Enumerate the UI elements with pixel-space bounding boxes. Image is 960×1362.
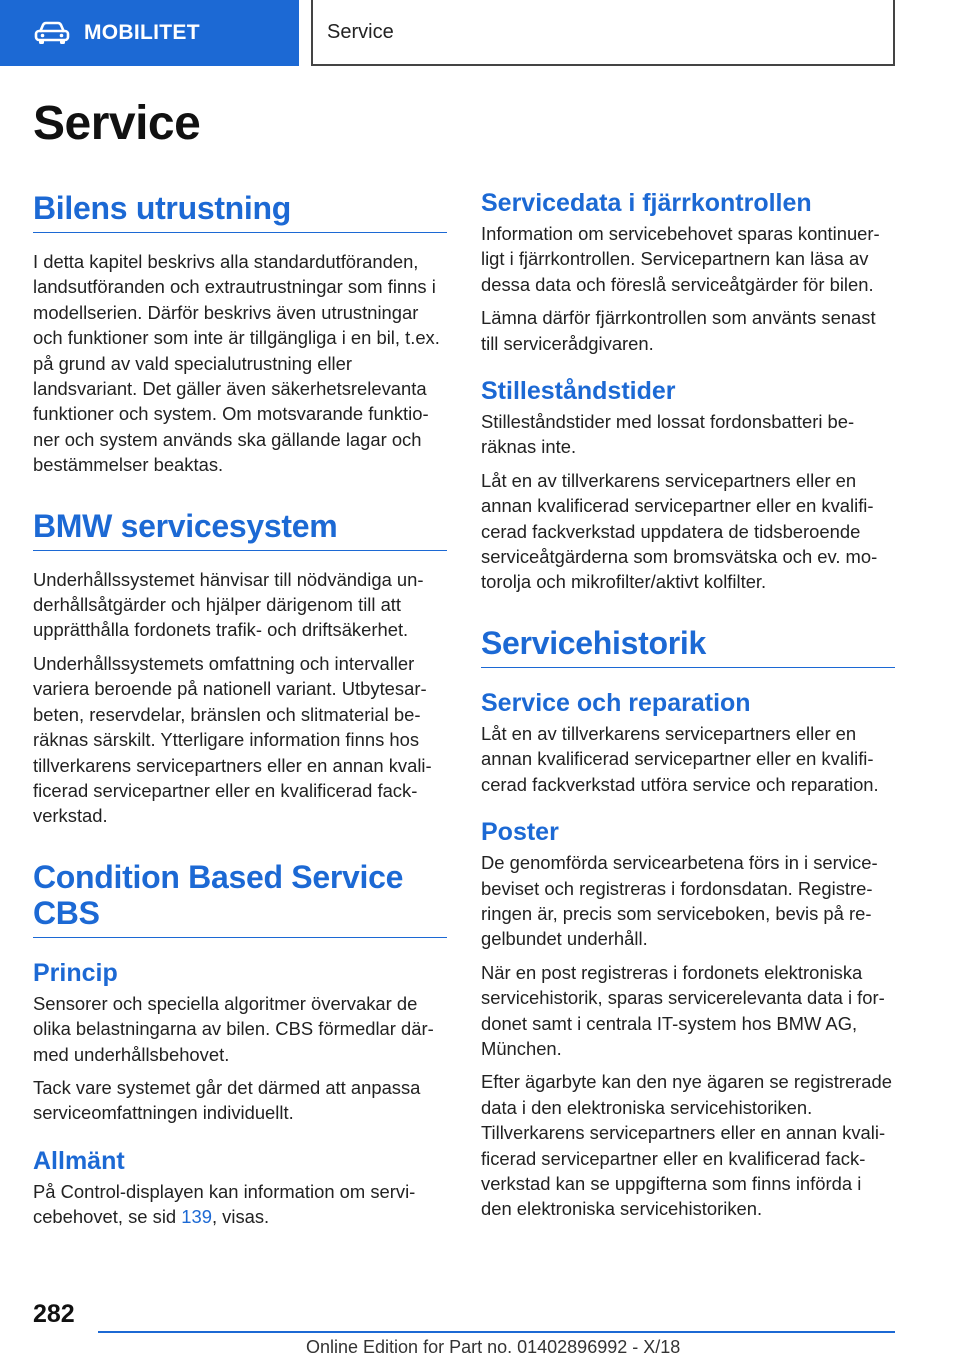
left-column bbox=[33, 190, 447, 1238]
section-header bbox=[311, 0, 895, 66]
heading-princip: Princip bbox=[33, 958, 118, 987]
page-title: Service bbox=[33, 97, 201, 150]
heading-allmant: Allmänt bbox=[33, 1146, 125, 1175]
paragraph-bmw-servicesystem-1: Underhållssystemet hänvisar till nödvändiga underhållsåtgärder och hjälper därigenom till att upprätthålla fordonets trafik- och driftsäkerhet. bbox=[33, 568, 424, 641]
heading-servicedata: Servicedata i fjärrkontrollen bbox=[481, 189, 812, 217]
chapter-tab-label: MOBILITET bbox=[84, 21, 200, 44]
heading-poster: Poster bbox=[481, 818, 559, 847]
paragraph-poster-2: När en post registreras i fordonets elektroniska servicehistorik, sparas servicerelevanta data i fordonet samt i centrala IT-system hos BMW AG, München. bbox=[481, 961, 885, 1059]
heading-bilens-utrustning: Bilens utrustning bbox=[33, 190, 447, 233]
paragraph-stillestandstider-2: Låt en av tillverkarens servicepartners eller en annan kvalificerad servicepartner eller en kvalificerad fackverkstad uppdatera de tidsberoende serviceåtgärderna som bromsvätska och ev. motorolja och mikrofilter/aktivt kolfilter. bbox=[481, 469, 878, 593]
allmant-text-after: , visas. bbox=[211, 1206, 270, 1228]
footer-divider bbox=[98, 1331, 895, 1333]
heading-stillestandstider: Stilleståndstider bbox=[481, 377, 676, 406]
allmant-text-before: På Control-displayen kan information om servicebehovet, se sid bbox=[33, 1180, 416, 1228]
paragraph-service-och-reparation: Låt en av tillverkarens servicepartners eller en annan kvalificerad servicepartner eller en kvalificerad fackverkstad utföra service och reparation. bbox=[481, 722, 879, 795]
heading-service-och-reparation: Service och reparation bbox=[481, 688, 751, 717]
page-reference-link[interactable]: 139 bbox=[181, 1206, 212, 1228]
chapter-tab[interactable] bbox=[0, 0, 299, 66]
heading-bmw-servicesystem: BMW servicesystem bbox=[33, 508, 447, 551]
heading-servicehistorik: Servicehistorik bbox=[481, 625, 895, 668]
paragraph-stillestandstider-1: Stilleståndstider med lossat fordonsbatteri beräknas inte. bbox=[481, 411, 855, 458]
footer-edition-text: Online Edition for Part no. 01402896992 - X/18 bbox=[306, 1337, 681, 1357]
section-header-label: Service bbox=[327, 20, 394, 43]
heading-condition-based-service: Condition Based Service CBS bbox=[33, 859, 447, 938]
paragraph-princip-2: Tack vare systemet går det därmed att anpassa serviceomfattningen individuellt. bbox=[33, 1076, 421, 1124]
car-icon bbox=[34, 21, 70, 45]
paragraph-poster-3: Efter ägarbyte kan den nye ägaren se registrerade data i den elektroniska servicehistoriken. Tillverkarens servicepartners eller en annan kvalificerad servicepartner eller en kvalificerad fackverkstad kan se uppgifterna som finns införda i den elektroniska servicehistoriken. bbox=[481, 1071, 892, 1220]
right-column bbox=[481, 190, 895, 1230]
paragraph-bilens-utrustning: I detta kapitel beskrivs alla standardutföranden, landsutföranden och extrautrustningar som finns i modellserien. Därför beskrivs även utrustningar och funktioner som inte är tillgängliga i en bil, t.ex. på grund av vald specialutrustning eller landsvariant. Det gäller även säkerhetsrelevanta funktioner och system. Om motsvarande funktioner och system används ska gällande lagar och bestämmelser beaktas. bbox=[33, 251, 440, 476]
paragraph-bmw-servicesystem-2: Underhållssystemets omfattning och intervaller variera beroende på nationell variant. Utbytesarbeten, reservdelar, bränslen och slitmaterial beräknas särskilt. Ytterligare information finns hos tillverkarens servicepartners eller en annan kvalificerad servicepartner eller en kvalificerad fackverkstad. bbox=[33, 652, 432, 827]
paragraph-servicedata-2: Lämna därför fjärrkontrollen som använts senast till servicerådgivaren. bbox=[481, 307, 876, 354]
paragraph-princip-1: Sensorer och speciella algoritmer övervakar de olika belastningarna av bilen. CBS förmedlar därmed underhållsbehovet. bbox=[33, 992, 434, 1065]
page-number: 282 bbox=[33, 1300, 75, 1328]
paragraph-servicedata-1: Information om servicebehovet sparas kontinuerligt i fjärrkontrollen. Servicepartnern kan läsa av dessa data och föreslå serviceåtgärder för bilen. bbox=[481, 223, 880, 295]
paragraph-poster-1: De genomförda servicearbetena förs in i servicebeviset och registreras i fordonsdatan. Registreringen är, precis som serviceboken, bevis på regelbundet underhåll. bbox=[481, 852, 878, 950]
paragraph-allmant bbox=[33, 1179, 447, 1230]
